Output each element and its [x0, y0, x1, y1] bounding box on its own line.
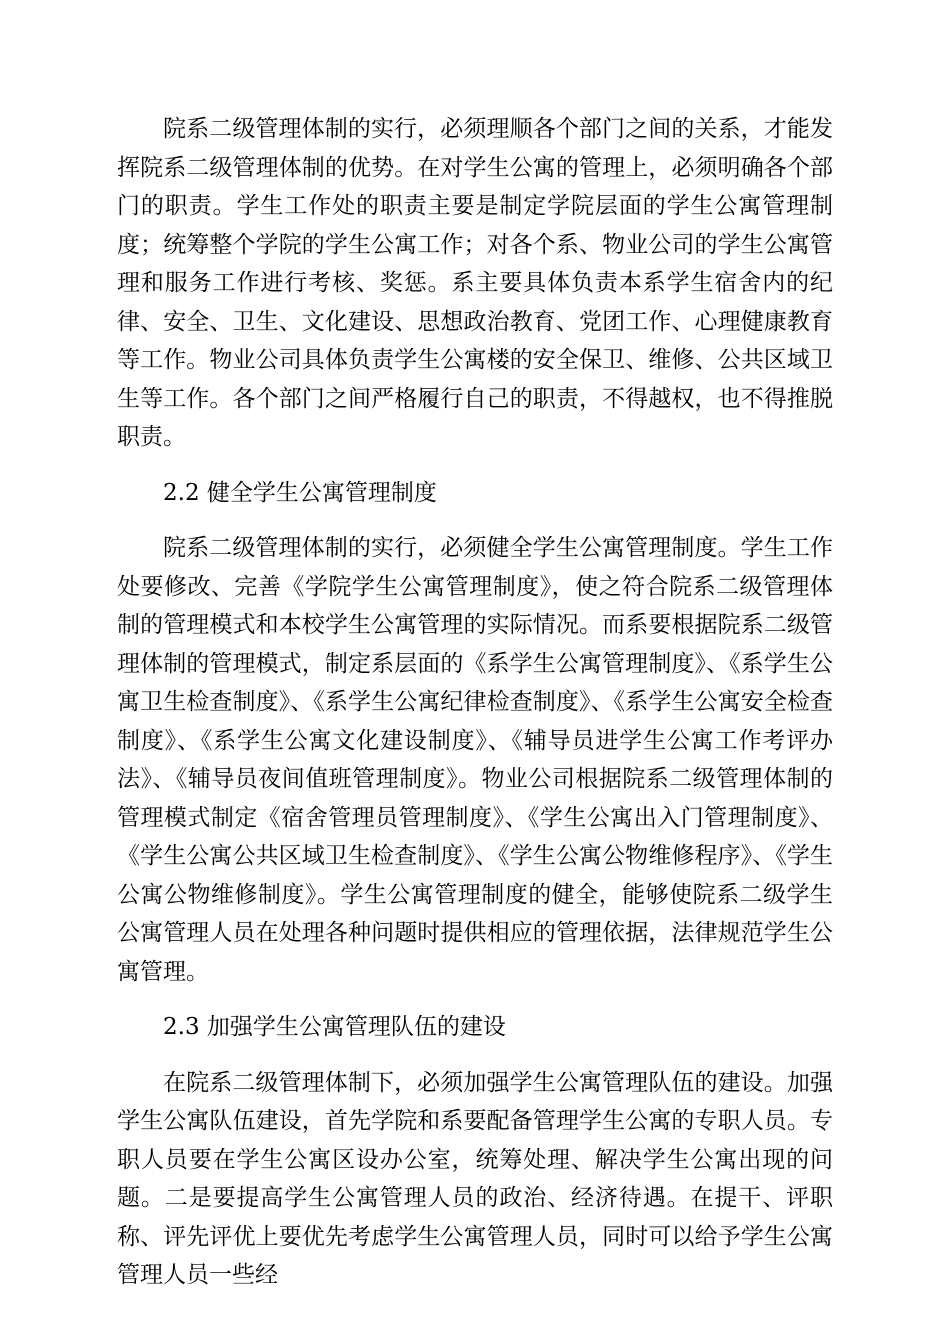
paragraph-team-building: 在院系二级管理体制下，必须加强学生公寓管理队伍的建设。加强学生公寓队伍建设，首先学院和系要配备管理学生公寓的专职人员。专职人员要在学生公寓区设办公室，统筹处理、解决学生公寓出现的问题。二是要提高学生公寓管理人员的政治、经济待遇。在提干、评职称、评先评优上要优先考虑学生公寓管理人员，同时可以给予学生公寓管理人员一些经 [117, 1069, 833, 1288]
document-page [117, 110, 833, 1312]
section-heading-2-3: 2.3 加强学生公寓管理队伍的建设 [163, 1014, 506, 1040]
paragraph-responsibilities: 院系二级管理体制的实行，必须理顺各个部门之间的关系，才能发挥院系二级管理体制的优势。在对学生公寓的管理上，必须明确各个部门的职责。学生工作处的职责主要是制定学院层面的学生公寓管理制度；统筹整个学院的学生公寓工作；对各个系、物业公司的学生公寓管理和服务工作进行考核、奖惩。系主要具体负责本系学生宿舍内的纪律、安全、卫生、文化建设、思想政治教育、党团工作、心理健康教育等工作。物业公司具体负责学生公寓楼的安全保卫、维修、公共区域卫生等工作。各个部门之间严格履行自己的职责，不得越权，也不得推脱职责。 [117, 116, 833, 450]
section-heading-2-2: 2.2 健全学生公寓管理制度 [163, 479, 437, 506]
paragraph-regulations: 院系二级管理体制的实行，必须健全学生公寓管理制度。学生工作处要修改、完善《学院学生公寓管理制度》，使之符合院系二级管理体制的管理模式和本校学生公寓管理的实际情况。而系要根据院系二级管理体制的管理模式，制定系层面的《系学生公寓管理制度》、《系学生公寓卫生检查制度》、《系学生公寓纪律检查制度》、《系学生公寓安全检查制度》、《系学生公寓文化建设制度》、《辅导员进学生公寓工作考评办法》、《辅导员夜间值班管理制度》。物业公司根据院系二级管理体制的管理模式制定《宿舍管理员管理制度》、《学生公寓出入门管理制度》、《学生公寓公共区域卫生检查制度》、《学生公寓公物维修程序》、《学生公寓公物维修制度》。学生公寓管理制度的健全，能够使院系二级学生公寓管理人员在处理各种问题时提供相应的管理依据，法律规范学生公寓管理。 [117, 535, 833, 985]
